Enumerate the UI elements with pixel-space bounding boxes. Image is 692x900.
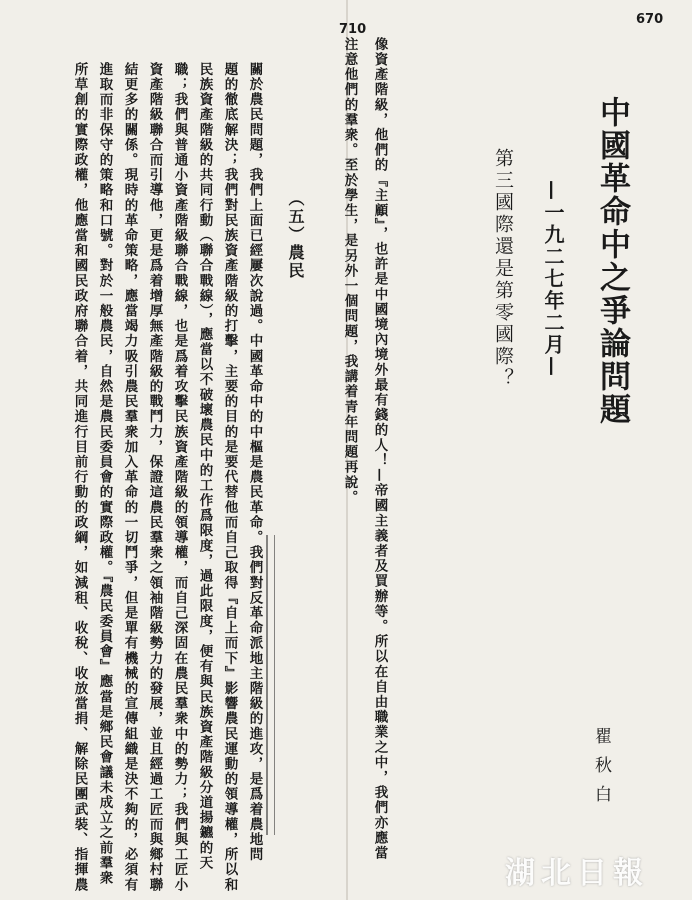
left-body-col-4: 職；我們與普通小資產階級聯合戰線，也是爲着攻擊民族資產階級的領導權，而自己深固在農民羣衆中的勢力；我們與工匠小 <box>171 62 188 893</box>
section-heading: （五）農民 <box>286 190 305 280</box>
left-body-col-3: 民族資產階級的共同行動（聯合戰線），應當以不破壞農民中的工作爲限度，過此限度，便有與民族資產階級分道揚鑣的天 <box>196 62 213 871</box>
article-title: 中國革命中之爭論問題 <box>594 96 630 426</box>
page-number-left: 710 <box>339 22 367 37</box>
left-body-col-7: 進取而非保守的策略和口號。對於一般農民，自然是農民委員會的實際政權。『農民委員會』應當是鄉民會議未成立之前羣衆 <box>96 62 113 886</box>
right-body-col-1: 像資產階級，他們的『主顧』，也許是中國境內境外最有錢的人！—帝國主義者及買辦等。所以在自由職業之中，我們亦應當 <box>371 37 388 861</box>
left-body-col-5: 資產階級聯合而引導他，更是爲着增厚無產階級的戰鬥力，保證這農民羣衆之領袖階級勢力的發展，並且經過工匠而與鄉村聯 <box>146 62 163 893</box>
left-body-col-1: 關於農民問題，我們上面已經屢次說過。中國革命中的中樞是農民革命。我們對反革命派地主階級的進攻，是爲着農地問 <box>246 62 263 863</box>
left-body-col-2: 題的徹底解決；我們對民族資產階級的打擊，主要的目的是要代替他而自己取得『自上而下』影響農民運動的領導權，所以和 <box>221 62 238 893</box>
left-body-col-6: 結更多的關係。現時的革命策略，應當竭力吸引農民羣衆加入革命的一切鬥爭，但是單有機械的宣傳組織是決不夠的，必須有 <box>121 62 138 893</box>
article-author: 瞿秋白 <box>591 727 611 814</box>
watermark-logo: 湖北日報 <box>505 856 649 891</box>
margin-marker-line <box>266 535 275 835</box>
article-subtitle: 第三國際還是第零國際？ <box>492 148 514 390</box>
left-body-col-8: 所草創的實際政權，他應當和國民政府聯合着，共同進行目前行動的政綱，如減租、收稅、收放當捐、解除民團武裝、指揮農 <box>71 62 88 893</box>
article-date: —一九二七年二月— <box>541 180 565 378</box>
right-body-col-2: 注意他們的羣衆。至於學生，是另外一個問題，我講着青年問題再說。 <box>341 37 358 506</box>
page-number-right: 670 <box>636 12 664 27</box>
